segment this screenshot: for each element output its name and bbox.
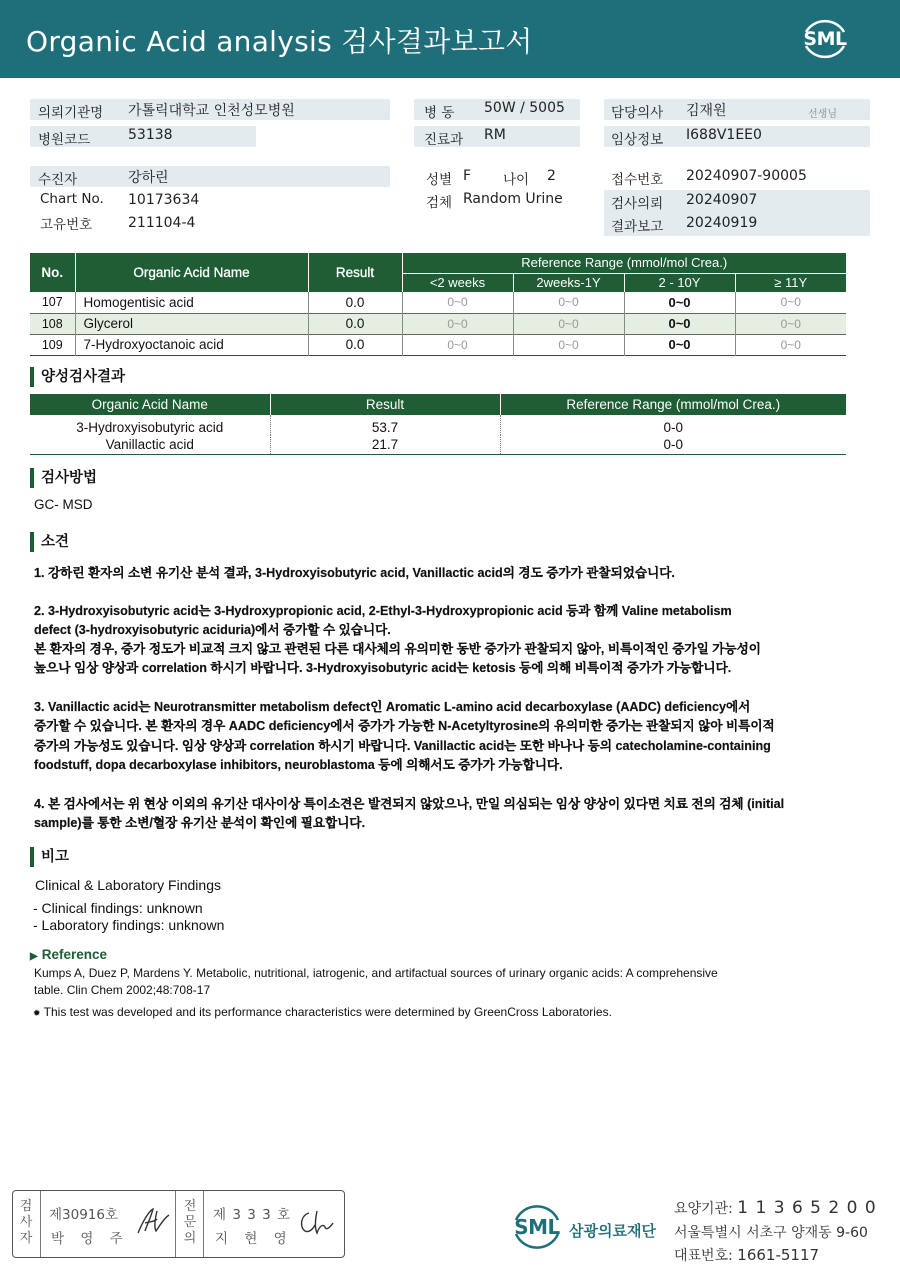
specialist-label-char: 전 bbox=[183, 1199, 197, 1214]
requesting-org-value: 가톨릭대학교 인천성모병원 bbox=[128, 103, 295, 119]
reference-line-1: Kumps A, Duez P, Mardens Y. Metabolic, nutritional, iatrogenic, and artifactual sources of urinary organic acids: A comprehensive bbox=[34, 966, 718, 980]
row-range: 0~0 bbox=[513, 334, 624, 355]
remarks-heading: Clinical & Laboratory Findings bbox=[35, 877, 221, 893]
row-range-active: 0~0 bbox=[624, 292, 735, 313]
reference-line-2: table. Clin Chem 2002;48:708-17 bbox=[34, 983, 211, 997]
age-group-header: 2weeks-1Y bbox=[513, 273, 624, 292]
specialist-name: 지 현 영 bbox=[215, 1231, 293, 1247]
positive-section-title: 양성검사결과 bbox=[30, 367, 125, 387]
chart-label: Chart No. bbox=[40, 191, 104, 207]
col-result-header: Result bbox=[308, 253, 402, 292]
phone-label: 대표번호: bbox=[674, 1248, 733, 1264]
positive-name-header: Organic Acid Name bbox=[30, 394, 270, 415]
specialist-license-no: 제 3 3 3 호 bbox=[213, 1207, 292, 1223]
row-range: 0~0 bbox=[513, 292, 624, 313]
row-no: 107 bbox=[30, 292, 75, 313]
row-result: 0.0 bbox=[308, 292, 402, 313]
row-range: 0~0 bbox=[513, 313, 624, 334]
positive-ref-header: Reference Range (mmol/mol Crea.) bbox=[500, 394, 846, 415]
care-org-label: 요양기관: bbox=[674, 1201, 733, 1217]
clinical-info-label: 임상정보 bbox=[611, 132, 664, 148]
reference-title-row bbox=[30, 947, 107, 962]
examiner-license-no: 제30916호 bbox=[49, 1207, 119, 1223]
dept-label: 진료과 bbox=[424, 132, 464, 148]
examiner-label-char: 검 bbox=[19, 1199, 33, 1214]
sex-label: 성별 bbox=[426, 172, 453, 188]
care-org-row bbox=[674, 1198, 877, 1218]
table-row bbox=[30, 435, 846, 454]
finding-2-line-3: 본 환자의 경우, 증가 정도가 비교적 크지 않고 관련된 다른 대사체의 유의미한 동반 증가가 관찰되지 않아, 비특이적인 증가일 가능성이 bbox=[34, 642, 761, 656]
table-row bbox=[30, 292, 846, 313]
reference-note-row bbox=[33, 1005, 612, 1019]
patient-label: 수진자 bbox=[38, 172, 78, 188]
unique-label: 고유번호 bbox=[40, 217, 93, 233]
row-range: 0~0 bbox=[780, 316, 801, 331]
col-ref-header: Reference Range (mmol/mol Crea.) bbox=[402, 253, 846, 273]
row-result: 0.0 bbox=[308, 334, 402, 355]
row-range: 0~0 bbox=[402, 292, 513, 313]
reference-note: This test was developed and its performance characteristics were determined by GreenCross Laboratories. bbox=[43, 1005, 612, 1019]
table-row bbox=[30, 415, 846, 435]
finding-4-line-2: sample)를 통한 소변/혈장 유기산 분석이 확인에 필요합니다. bbox=[34, 816, 366, 830]
row-result: 0.0 bbox=[308, 313, 402, 334]
positive-row-result: 21.7 bbox=[270, 435, 500, 454]
doctor-value: 김재원 bbox=[686, 103, 727, 119]
positive-row-name: 3-Hydroxyisobutyric acid bbox=[30, 415, 270, 435]
hospital-code-value: 53138 bbox=[128, 127, 173, 143]
row-no: 108 bbox=[30, 313, 75, 334]
age-value: 2 bbox=[547, 168, 556, 184]
specimen-value: Random Urine bbox=[463, 191, 563, 207]
patient-value: 강하린 bbox=[128, 170, 169, 186]
clinical-info-value: I688V1EE0 bbox=[686, 127, 762, 143]
positive-row-name: Vanillactic acid bbox=[30, 435, 270, 454]
sign-divider bbox=[175, 1191, 176, 1257]
request-date-value: 20240907 bbox=[686, 192, 758, 208]
row-no: 109 bbox=[30, 334, 75, 355]
finding-3-line-3: 증가의 가능성도 있습니다. 임상 양상과 correlation 하시기 바랍니다. Vanillactic acid는 또한 바나나 등의 catecholamine-containing bbox=[34, 739, 771, 753]
table-row bbox=[30, 334, 846, 355]
receipt-value: 20240907-90005 bbox=[686, 168, 807, 184]
positive-row-ref: 0-0 bbox=[663, 436, 683, 452]
sml-logo bbox=[798, 12, 852, 66]
org-address: 서울특별시 서초구 양재동 9-60 bbox=[674, 1225, 868, 1241]
row-range-active: 0~0 bbox=[624, 334, 735, 355]
finding-2-line-4: 높으나 임상 양상과 correlation 하시기 바랍니다. 3-Hydroxyisobutyric acid는 ketosis 등에 의해 비특이적 증가가 가능합니다. bbox=[34, 661, 732, 675]
finding-4-line-1: 4. 본 검사에서는 위 현상 이외의 유기산 대사이상 특이소견은 발견되지 않았으나, 만일 의심되는 임상 양상이 있다면 치료 전의 검체 (initial bbox=[34, 797, 785, 811]
reference-title: Reference bbox=[41, 947, 107, 962]
hospital-code-label: 병원코드 bbox=[38, 132, 91, 148]
specialist-label-char: 의 bbox=[183, 1231, 197, 1246]
row-name: Homogentisic acid bbox=[75, 292, 308, 313]
sign-divider bbox=[40, 1191, 41, 1257]
row-range: 0~0 bbox=[780, 337, 801, 352]
logo-text: SML bbox=[803, 28, 847, 50]
positive-table bbox=[30, 394, 846, 455]
finding-2-line-2: defect (3-hydroxyisobutyric aciduria)에서 증가할 수 있습니다. bbox=[34, 623, 391, 637]
table-row bbox=[30, 313, 846, 334]
row-range: 0~0 bbox=[402, 334, 513, 355]
unique-value: 211104-4 bbox=[128, 215, 196, 231]
doctor-suffix: 선생님 bbox=[808, 109, 837, 120]
clinical-findings: - Clinical findings: unknown bbox=[33, 900, 203, 916]
remarks-section-title: 비고 bbox=[30, 847, 69, 867]
examiner-label-char: 자 bbox=[19, 1231, 33, 1246]
report-header bbox=[0, 0, 900, 78]
laboratory-findings: - Laboratory findings: unknown bbox=[33, 917, 225, 933]
signature-box bbox=[12, 1190, 345, 1258]
report-date-value: 20240919 bbox=[686, 215, 758, 231]
play-triangle-icon: ▶ bbox=[30, 951, 38, 962]
specimen-label: 검체 bbox=[426, 195, 453, 211]
care-org-no: 1 1 3 6 5 2 0 0 bbox=[737, 1198, 877, 1218]
examiner-signature-icon bbox=[135, 1205, 171, 1237]
age-label: 나이 bbox=[503, 172, 530, 188]
col-name-header: Organic Acid Name bbox=[75, 253, 308, 292]
phone-number: 1661-5117 bbox=[737, 1246, 820, 1264]
finding-1: 1. 강하린 환자의 소변 유기산 분석 결과, 3-Hydroxyisobutyric acid, Vanillactic acid의 경도 증가가 관찰되었습니다. bbox=[34, 566, 675, 580]
positive-result-header: Result bbox=[270, 394, 500, 415]
sign-divider bbox=[203, 1191, 204, 1257]
finding-2-line-1: 2. 3-Hydroxyisobutyric acid는 3-Hydroxypropionic acid, 2-Ethyl-3-Hydroxypropionic acid 등과 함께 Valine metabolism bbox=[34, 604, 732, 618]
specialist-signature-icon bbox=[295, 1207, 335, 1237]
row-range-active: 0~0 bbox=[624, 313, 735, 334]
row-name: Glycerol bbox=[75, 313, 308, 334]
positive-row-result: 53.7 bbox=[270, 415, 500, 435]
positive-row-ref: 0-0 bbox=[663, 419, 683, 435]
receipt-label: 접수번호 bbox=[611, 172, 664, 188]
requesting-org-label: 의뢰기관명 bbox=[38, 105, 104, 121]
finding-3-line-4: foodstuff, dopa decarboxylase inhibitors, neuroblastoma 등에 의해서도 증가가 가능합니다. bbox=[34, 758, 563, 772]
finding-3-line-1: 3. Vanillactic acid는 Neurotransmitter metabolism defect인 Aromatic L-amino acid decarboxylase (AADC) deficiency에서 bbox=[34, 700, 751, 714]
specialist-label-char: 문 bbox=[183, 1215, 197, 1230]
dept-value: RM bbox=[484, 127, 506, 143]
method-text: GC- MSD bbox=[34, 497, 93, 512]
report-title: Organic Acid analysis 검사결과보고서 bbox=[26, 25, 533, 58]
age-group-header: <2 weeks bbox=[402, 273, 513, 292]
row-range: 0~0 bbox=[780, 295, 801, 310]
examiner-name: 박 영 주 bbox=[51, 1231, 129, 1247]
chart-value: 10173634 bbox=[128, 192, 200, 208]
age-group-header: ≥ 11Y bbox=[735, 273, 846, 292]
row-range: 0~0 bbox=[402, 313, 513, 334]
row-name: 7-Hydroxyoctanoic acid bbox=[75, 334, 308, 355]
age-group-header: 2 - 10Y bbox=[624, 273, 735, 292]
finding-3-line-2: 증가할 수 있습니다. 본 환자의 경우 AADC deficiency에서 증가가 가능한 N-Acetyltyrosine의 유의미한 증가는 관찰되지 않아 비특이적 bbox=[34, 719, 775, 733]
findings-section-title: 소견 bbox=[30, 532, 69, 552]
examiner-label-char: 사 bbox=[19, 1215, 33, 1230]
results-table bbox=[30, 253, 846, 356]
org-name: 삼광의료재단 bbox=[569, 1222, 656, 1240]
info-row-patient bbox=[30, 166, 390, 187]
org-logo-text: SML bbox=[514, 1215, 560, 1239]
method-section-title: 검사방법 bbox=[30, 468, 97, 488]
phone-row bbox=[674, 1245, 819, 1265]
examiner-label bbox=[17, 1199, 35, 1247]
report-date-label: 결과보고 bbox=[611, 219, 664, 235]
doctor-label: 담당의사 bbox=[611, 105, 664, 121]
ward-value: 50W / 5005 bbox=[484, 100, 565, 116]
ward-label: 병 동 bbox=[424, 105, 455, 121]
asterisk-icon: ✹ bbox=[33, 1008, 41, 1018]
col-no-header: No. bbox=[30, 253, 75, 292]
request-date-label: 검사의뢰 bbox=[611, 196, 664, 212]
sex-value: F bbox=[463, 168, 472, 184]
specialist-label bbox=[181, 1199, 199, 1247]
